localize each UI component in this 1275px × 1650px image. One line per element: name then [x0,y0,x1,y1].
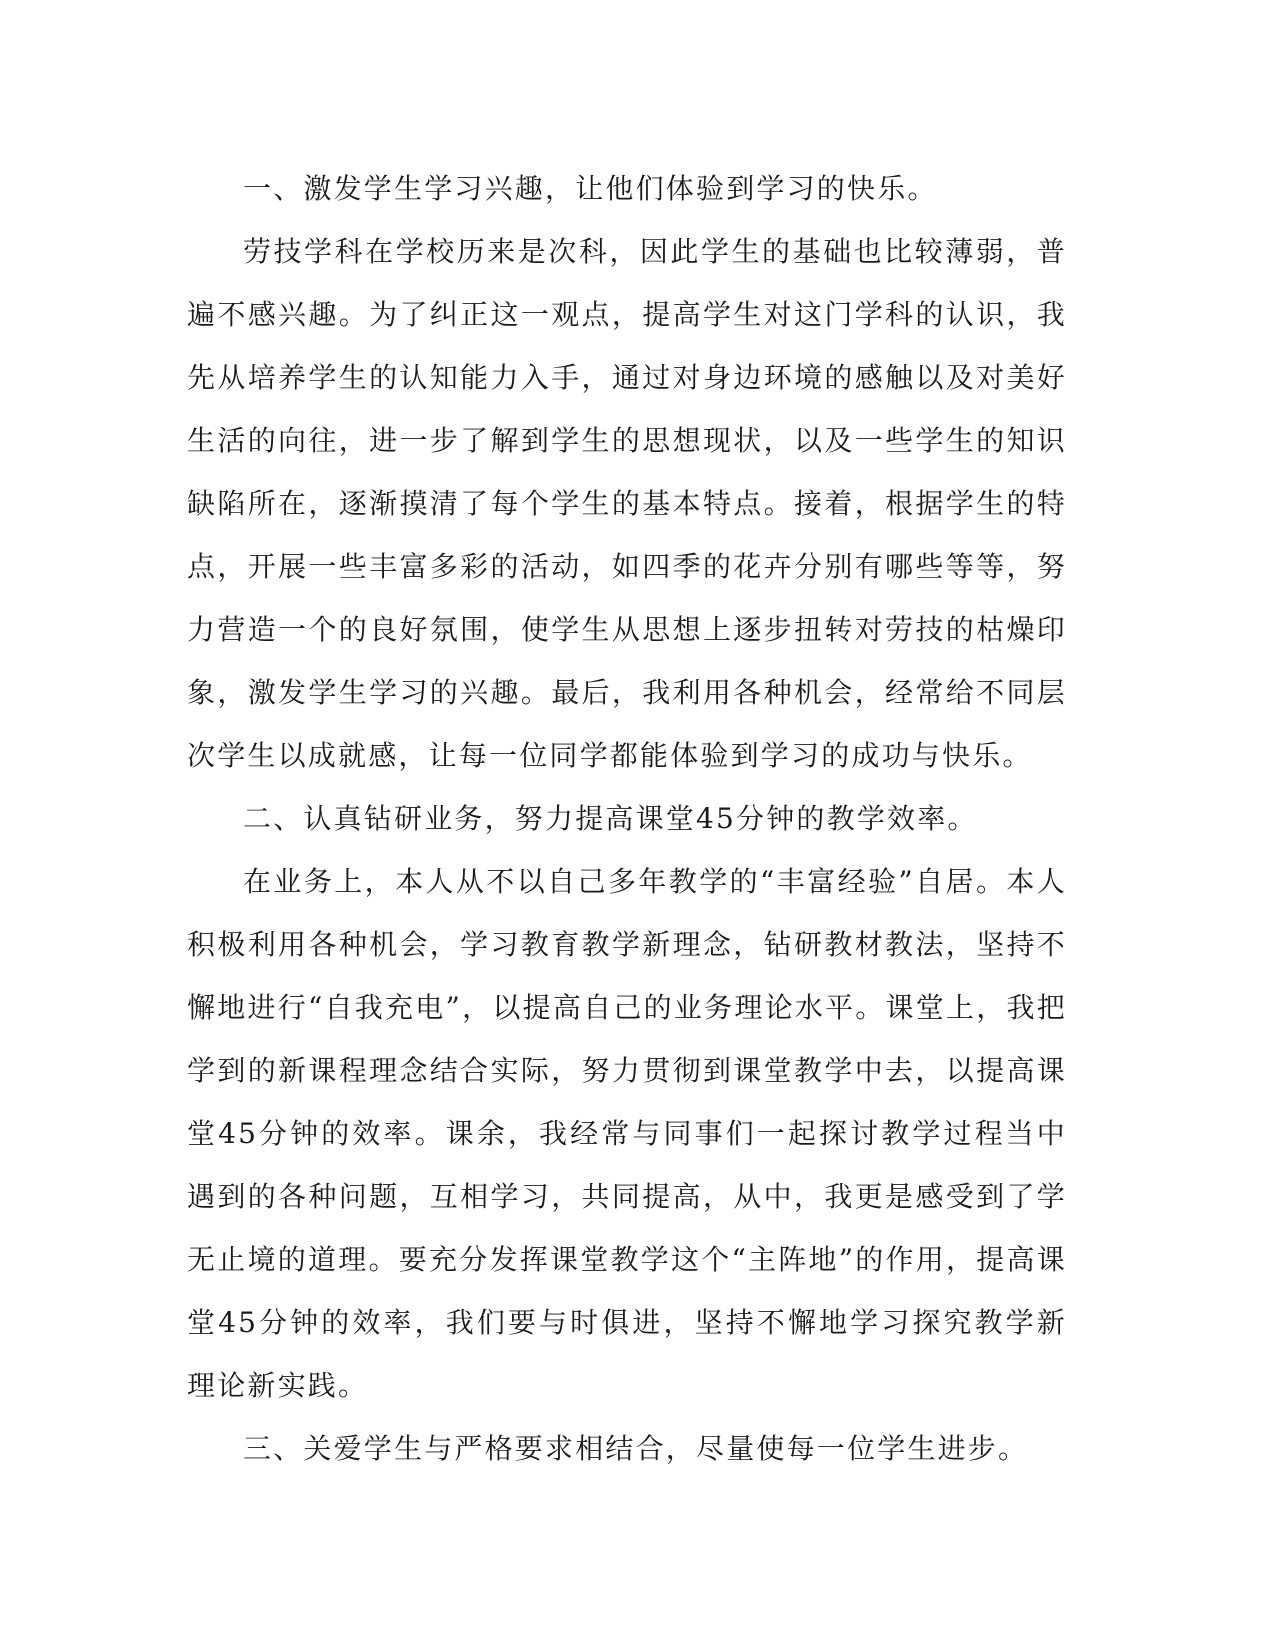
section-heading-2: 二、认真钻研业务，努力提高课堂45分钟的教学效率。 [243,802,978,835]
body-paragraph-1: 劳技学科在学校历来是次科，因此学生的基础也比较薄弱，普遍不感兴趣。为了纠正这一观点，提高学生对这门学科的认识，我先从培养学生的认知能力入手，通过对身边环境的感触以及对美好生活的向往，进一步了解到学生的思想现状，以及一些学生的知识缺陷所在，逐渐摸清了每个学生的基本特点。接着，根据学生的特点，开展一些丰富多彩的活动，如四季的花卉分别有哪些等等，努力营造一个的良好氛围，使学生从思想上逐步扭转对劳技的枯燥印象，激发学生学习的兴趣。最后，我利用各种机会，经常给不同层次学生以成就感，让每一位同学都能体验到学习的成功与快乐。 [187,235,1067,772]
section-heading-1: 一、激发学生学习兴趣，让他们体验到学习的快乐。 [243,172,938,205]
section-heading-3: 三、关爱学生与严格要求相结合，尽量使每一位学生进步。 [243,1432,1029,1465]
body-paragraph-2: 在业务上，本人从不以自己多年教学的“丰富经验”自居。本人积极利用各种机会，学习教育教学新理念，钻研教材教法，坚持不懈地进行“自我充电”，以提高自己的业务理论水平。课堂上，我把学到的新课程理念结合实际，努力贯彻到课堂教学中去，以提高课堂45分钟的效率。课余，我经常与同事们一起探讨教学过程当中遇到的各种问题，互相学习，共同提高，从中，我更是感受到了学无止境的道理。要充分发挥课堂教学这个“主阵地”的作用，提高课堂45分钟的效率，我们要与时俱进，坚持不懈地学习探究教学新理论新实践。 [187,865,1067,1402]
document-body [187,157,1067,1480]
